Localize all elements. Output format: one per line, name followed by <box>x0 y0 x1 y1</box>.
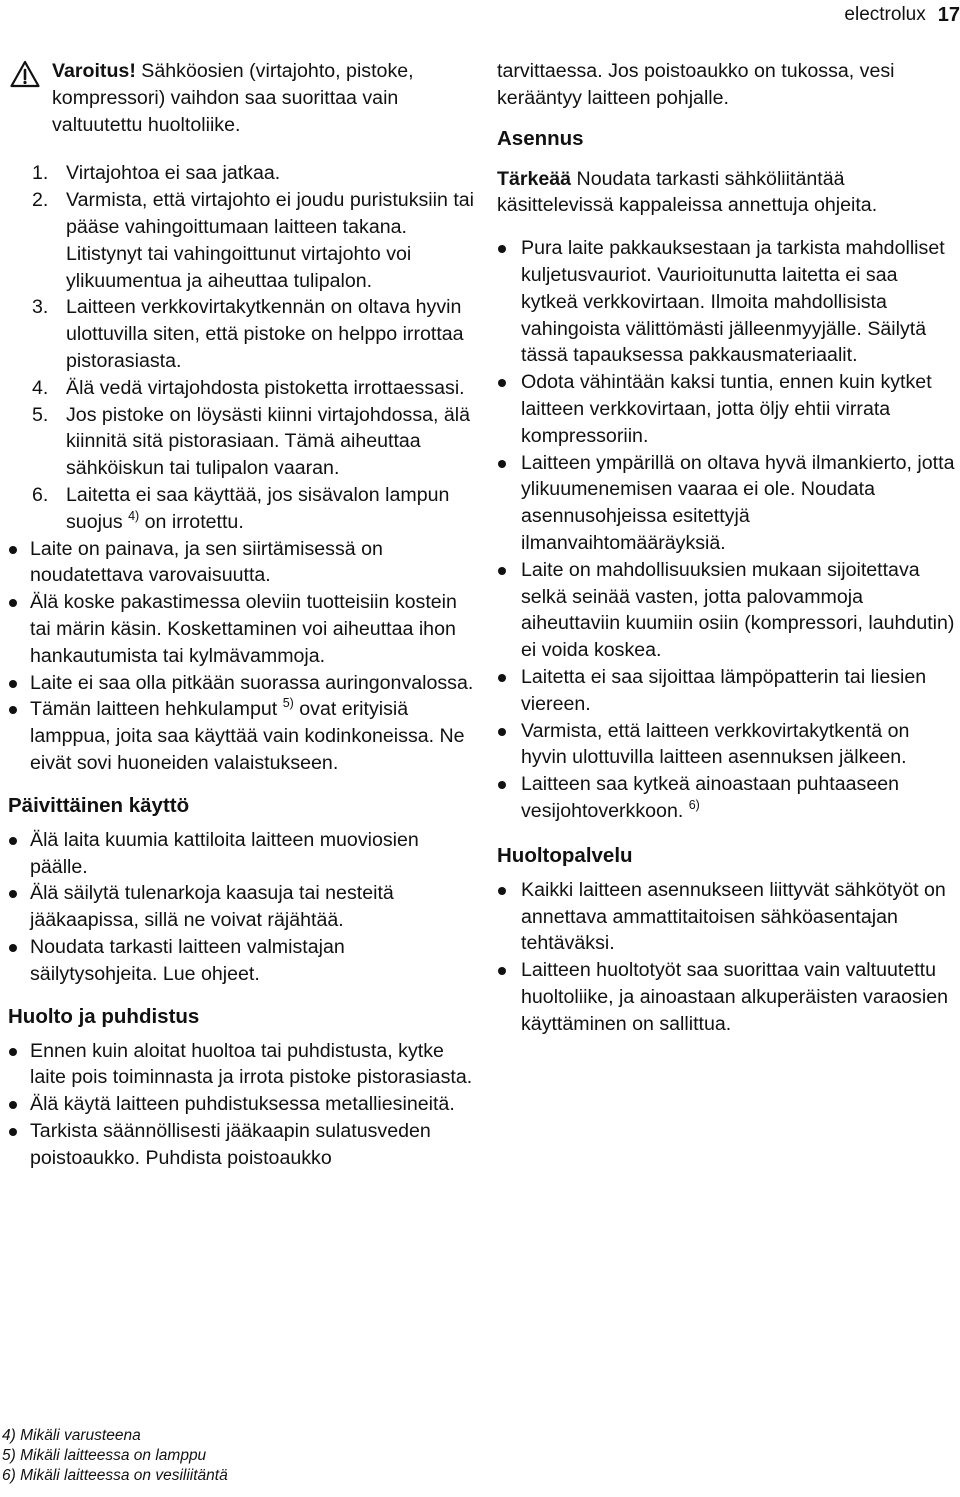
installation-list <box>497 235 957 825</box>
bullet-item <box>497 718 957 772</box>
bullet-text: Noudata tarkasti laitteen valmistajan säilytysohjeita. Lue ohjeet. <box>30 935 345 985</box>
bullet-item <box>497 771 957 825</box>
bullet-item <box>8 827 476 881</box>
footnotes <box>2 1426 228 1486</box>
brand-name: electrolux <box>844 4 926 25</box>
left-column <box>8 58 476 1171</box>
bullet-text: Laitteen huoltotyöt saa suorittaa vain valtuutettu huoltoliike, ja ainoastaan alkuperäisten varaosien käyttäminen on sallittua. <box>521 959 948 1035</box>
bullet-text: Tarkista säännöllisesti jääkaapin sulatusveden poistoaukko. Puhdista poistoaukko <box>30 1119 431 1169</box>
bullet-item <box>497 557 957 664</box>
bullet-text: Kaikki laitteen asennukseen liittyvät sähkötyöt on annettava ammattitaitoisen sähköasentajan tehtäväksi. <box>521 878 946 955</box>
important-note <box>497 166 957 220</box>
right-column <box>497 58 957 1038</box>
bullet-text: Laite on painava, ja sen siirtämisessä on noudatettava varovaisuutta. <box>30 537 383 587</box>
important-text: Noudata tarkasti sähköliitäntää käsittelevissä kappaleissa annettuja ohjeita. <box>497 167 878 217</box>
section-heading-service: Huoltopalvelu <box>497 843 633 867</box>
warning-text: Sähköosien (virtajohto, pistoke, kompressori) vaihdon saa suorittaa vain valtuutettu huoltoliike. <box>52 60 414 136</box>
page-header <box>844 0 960 30</box>
bullet-text: Älä laita kuumia kattiloita laitteen muoviosien päälle. <box>30 828 419 878</box>
numbered-item <box>8 482 476 536</box>
continuation-text: tarvittaessa. Jos poistoaukko on tukossa, vesi kerääntyy laitteen pohjalle. <box>497 60 895 109</box>
footnote: 5) Mikäli laitteessa on lamppu <box>2 1447 207 1464</box>
bullet-text-after: ovat erityisiä lamppua, joita saa käyttää vain kodinkoneissa. Ne eivät sovi huoneiden valaistukseen. <box>30 698 465 774</box>
bullet-item <box>497 664 957 718</box>
safety-bullet-list <box>8 536 476 777</box>
bullet-text: Laitteen saa kytkeä ainoastaan puhtaaseen vesijohtoverkkoon. <box>521 773 900 822</box>
item-text: Laitteen verkkovirtakytkennän on oltava hyvin ulottuvilla siten, että pistoke on helppo irrottaa pistorasiasta. <box>66 296 464 372</box>
page-number: 17 <box>937 3 960 26</box>
item-text: Älä vedä virtajohdosta pistoketta irrottaessasi. <box>66 376 465 399</box>
bullet-item <box>8 696 476 776</box>
bullet-item <box>497 450 957 557</box>
bullet-text: Laitteen ympärillä on oltava hyvä ilmankierto, jotta ylikuumenemisen vaaraa ei ole. Noudata asennusohjeissa esitettyjä ilmanvaihtomääräyksiä. <box>521 451 955 554</box>
footnote-ref: 4) <box>128 508 140 523</box>
numbered-item <box>8 294 476 374</box>
bullet-text: Tämän laitteen hehkulamput <box>30 698 278 721</box>
bullet-item <box>497 877 957 957</box>
daily-use-list <box>8 827 476 988</box>
item-number: 4. <box>32 376 49 399</box>
item-text: Jos pistoke on löysästi kiinni virtajohdossa, älä kiinnitä sitä pistorasiaan. Tämä aiheuttaa sähköiskun tai tulipalon vaaran. <box>66 403 471 480</box>
bullet-text: Ennen kuin aloitat huoltoa tai puhdistusta, kytke laite pois toiminnasta ja irrota pistoke pistorasiasta. <box>30 1039 473 1089</box>
bullet-text: Pura laite pakkauksestaan ja tarkista mahdolliset kuljetusvauriot. Vaurioitunutta laitetta ei saa kytkeä verkkovirtaan. Ilmoita mahdollisista vahingoista välittömästi jälleenmyyjälle. Säilytä tässä tapauksessa pakkausmateriaalit. <box>521 237 945 367</box>
item-number: 1. <box>32 162 49 185</box>
service-list <box>497 877 957 1038</box>
bullet-text: Älä käytä laitteen puhdistuksessa metalliesineitä. <box>30 1093 455 1116</box>
warning-block <box>8 58 476 138</box>
bullet-item <box>497 369 957 449</box>
item-number: 5. <box>32 403 49 426</box>
item-number: 3. <box>32 296 49 319</box>
important-label: Tärkeää <box>497 167 572 190</box>
bullet-item <box>8 1118 476 1172</box>
bullet-item <box>8 1038 476 1092</box>
footnote-ref: 5) <box>282 696 294 711</box>
footnote: 6) Mikäli laitteessa on vesiliitäntä <box>2 1467 228 1484</box>
bullet-item <box>8 536 476 590</box>
bullet-item <box>497 235 957 369</box>
section-heading-cleaning: Huolto ja puhdistus <box>8 1004 200 1028</box>
item-number: 6. <box>32 483 49 506</box>
footnote-ref: 6) <box>688 797 700 812</box>
bullet-item <box>497 957 957 1037</box>
bullet-item <box>8 670 476 697</box>
section-heading-daily-use: Päivittäinen käyttö <box>8 793 190 817</box>
item-text: Virtajohtoa ei saa jatkaa. <box>66 162 281 185</box>
warning-triangle-icon <box>10 60 40 88</box>
bullet-item <box>8 934 476 988</box>
bullet-text: Älä säilytä tulenarkoja kaasuja tai nesteitä jääkaapissa, sillä ne voivat räjähtää. <box>30 882 394 932</box>
page-number-box <box>938 4 960 27</box>
item-text: Laitetta ei saa käyttää, jos sisävalon lampun suojus <box>66 483 450 533</box>
bullet-text: Laitetta ei saa sijoittaa lämpöpatterin tai liesien viereen. <box>521 665 927 715</box>
numbered-list <box>8 160 476 535</box>
bullet-item <box>8 880 476 934</box>
numbered-item <box>8 160 476 187</box>
item-number: 2. <box>32 189 49 212</box>
warning-title: Varoitus! <box>52 60 136 82</box>
bullet-text: Odota vähintään kaksi tuntia, ennen kuin kytket laitteen verkkovirtaan, jotta öljy ehtii virrata kompressoriin. <box>521 371 932 447</box>
item-text: Varmista, että virtajohto ei joudu puristuksiin tai pääse vahingoittumaan laitteen takana. Litistynyt tai vahingoittunut virtajohto voi ylikuumentua ja aiheuttaa tulipalon. <box>66 189 475 292</box>
numbered-item <box>8 187 476 294</box>
bullet-item <box>8 589 476 669</box>
cleaning-list <box>8 1038 476 1172</box>
numbered-item <box>8 375 476 402</box>
item-text-after: on irrotettu. <box>139 510 244 533</box>
footnote: 4) Mikäli varusteena <box>2 1427 141 1444</box>
bullet-text: Älä koske pakastimessa oleviin tuotteisiin kostein tai märin käsin. Koskettaminen voi aiheuttaa ihon hankautumista tai kylmävammoja. <box>30 591 457 667</box>
bullet-item <box>8 1091 476 1118</box>
bullet-text: Varmista, että laitteen verkkovirtakytkentä on hyvin ulottuvilla laitteen asennuksen jälkeen. <box>521 719 910 769</box>
numbered-item <box>8 402 476 482</box>
bullet-text: Laite ei saa olla pitkään suorassa auringonvalossa. <box>30 671 474 694</box>
bullet-text: Laite on mahdollisuuksien mukaan sijoitettava selkä seinää vasten, jotta palovammoja aiheuttaviin kuumiin osiin (kompressori, lauhdutin) ei voida koskea. <box>521 558 955 662</box>
section-heading-installation: Asennus <box>497 126 584 150</box>
